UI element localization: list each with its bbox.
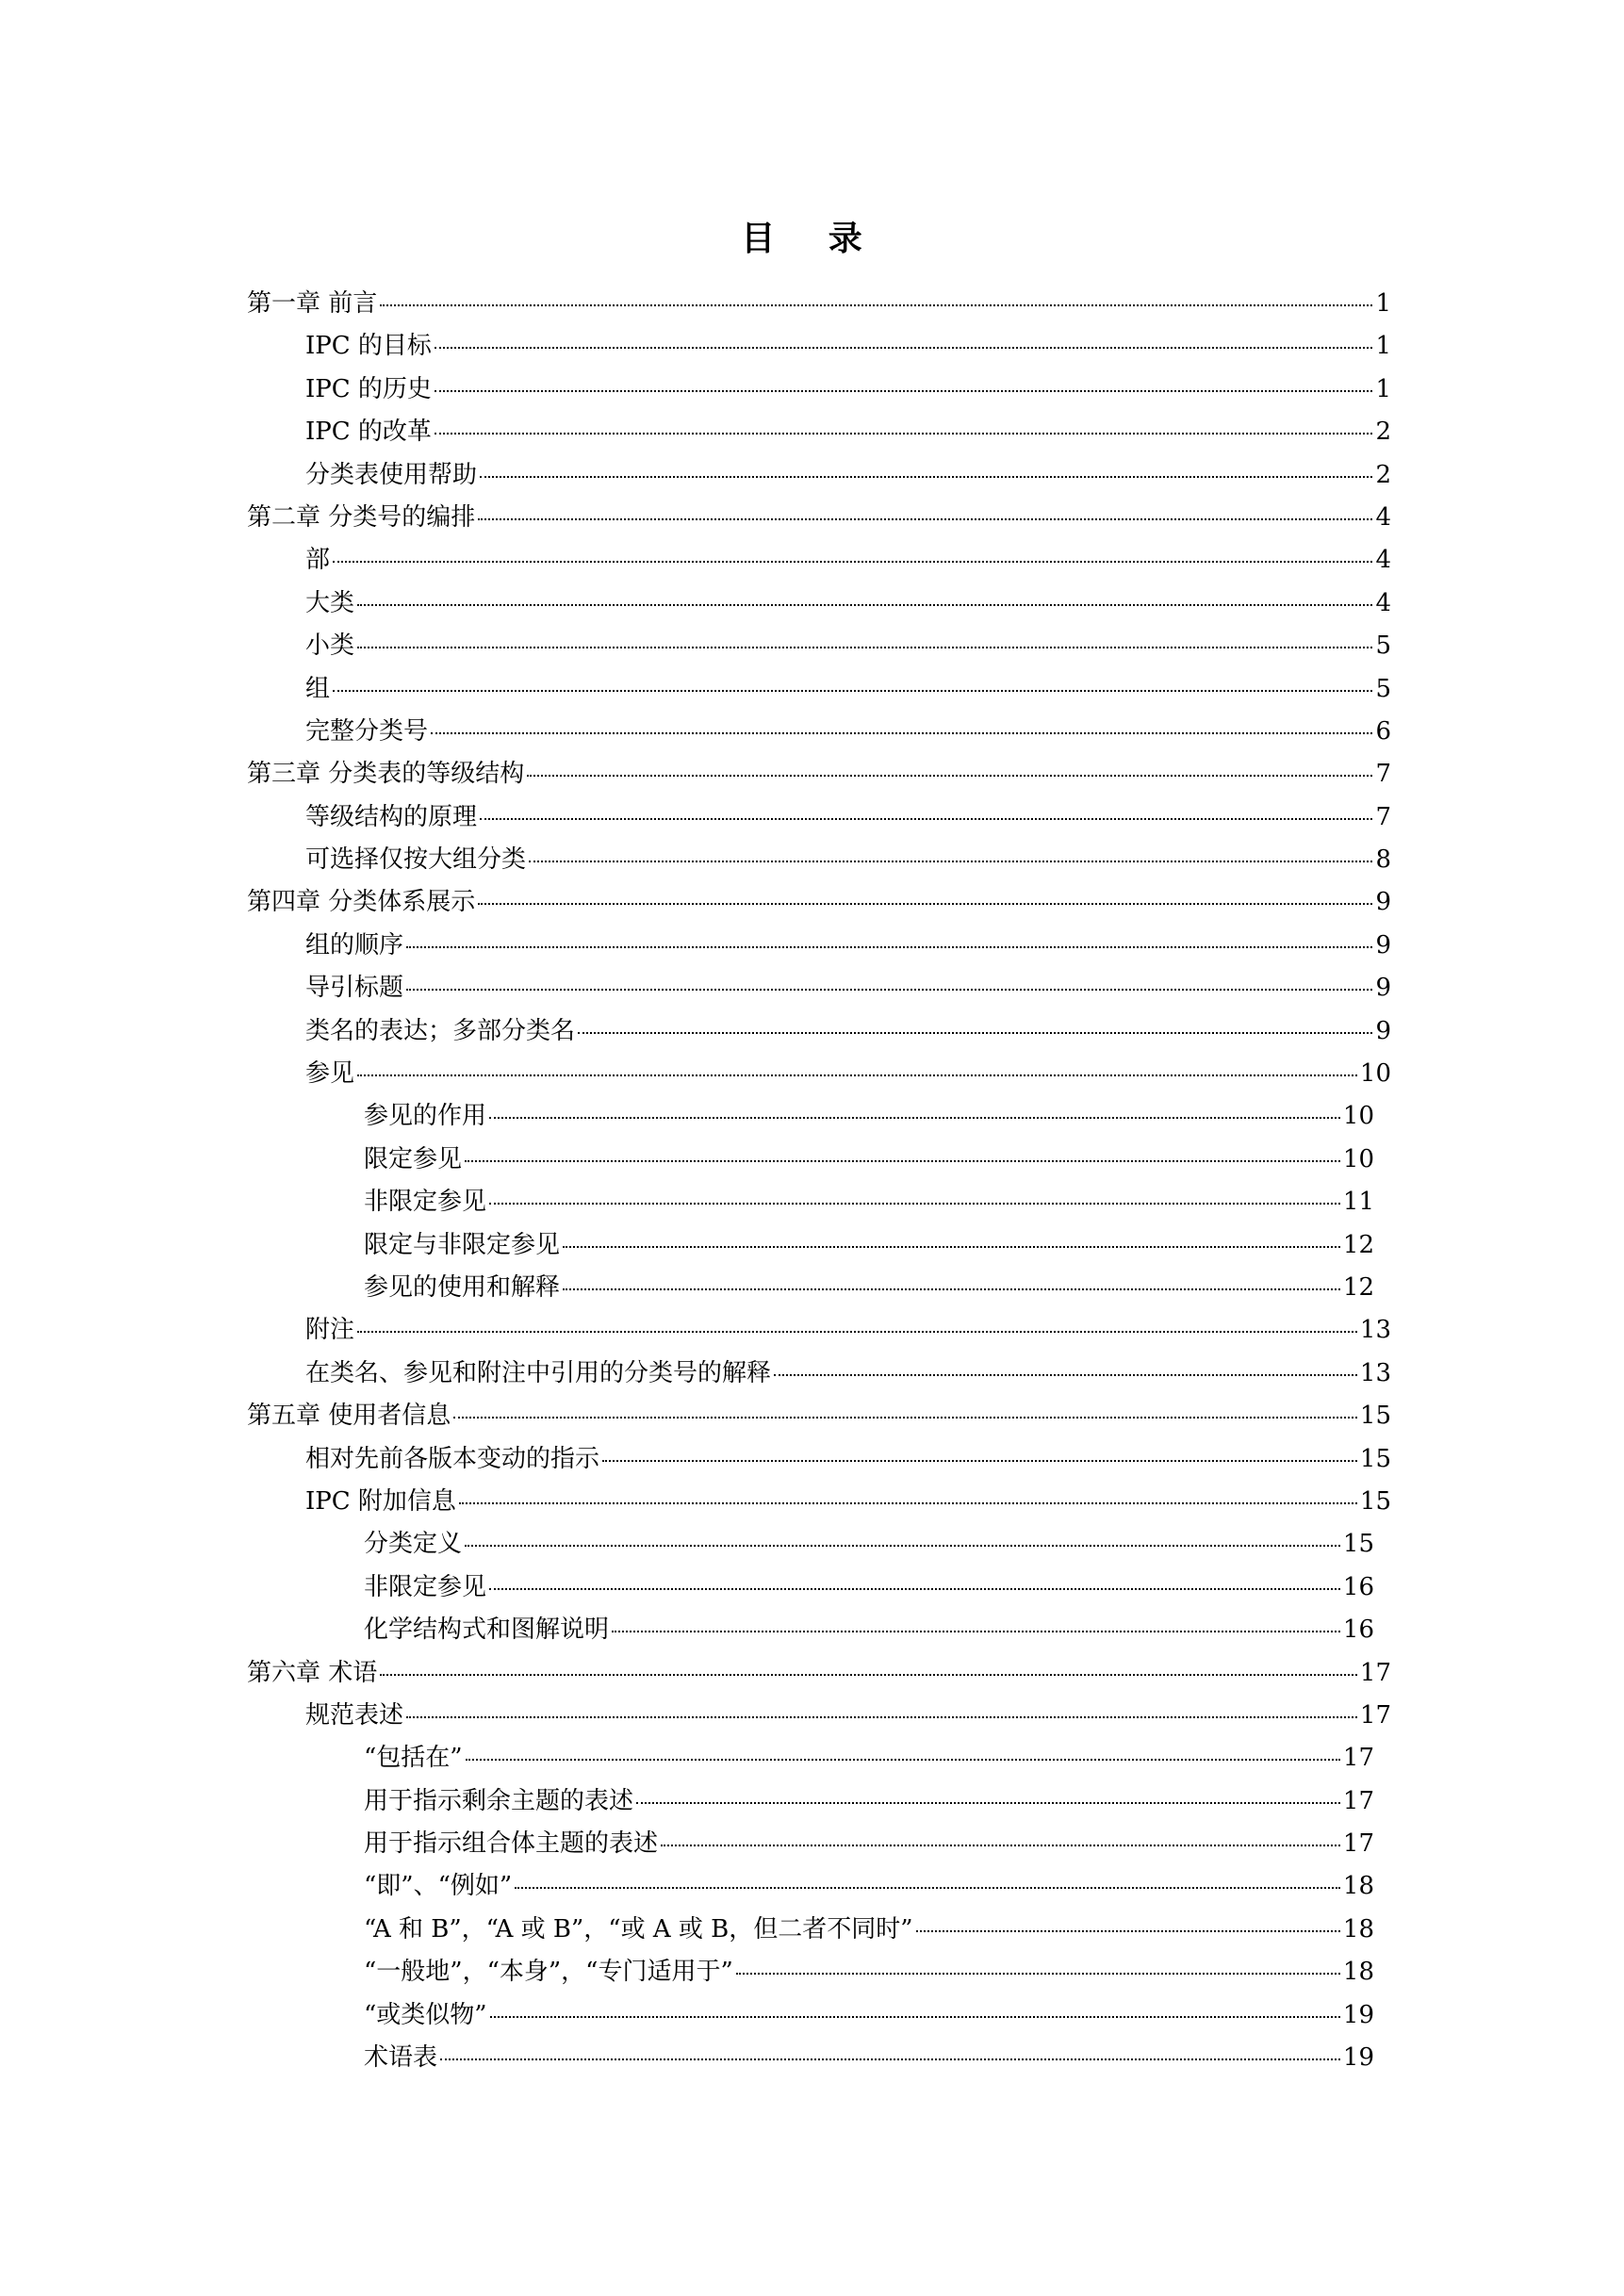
toc-subsection-entry[interactable] [247, 1095, 1391, 1138]
dot-leader [478, 903, 1372, 905]
toc-page-number: 9 [1375, 930, 1391, 959]
dot-leader [612, 1631, 1340, 1632]
toc-entry-label: 完整分类号 [305, 716, 429, 746]
toc-section-entry[interactable] [247, 369, 1391, 411]
toc-entry-label: 限定参见 [364, 1144, 463, 1173]
toc-section-entry[interactable] [247, 539, 1391, 582]
dot-leader [527, 775, 1372, 777]
dot-leader [465, 1545, 1340, 1547]
dot-leader [440, 2058, 1340, 2060]
toc-page-number: 1 [1375, 289, 1391, 318]
toc-section-entry[interactable] [247, 967, 1391, 1009]
toc-entry-label: 类名的表达；多部分类名 [305, 1016, 576, 1045]
dot-leader [489, 1117, 1340, 1119]
toc-page-number: 7 [1375, 760, 1391, 789]
toc-page-number: 16 [1342, 1615, 1374, 1645]
dot-leader [774, 1374, 1357, 1376]
toc-entry-label: “一般地”，“本身”，“专门适用于” [364, 1958, 733, 1987]
toc-page-number: 18 [1342, 1914, 1374, 1943]
toc-page-number: 4 [1375, 546, 1391, 575]
toc-section-entry[interactable] [247, 411, 1391, 453]
toc-section-entry[interactable] [247, 1438, 1391, 1481]
toc-subsection-entry[interactable] [247, 1909, 1391, 1951]
toc-entry-label: 等级结构的原理 [305, 802, 478, 831]
toc-page-number: 17 [1359, 1700, 1391, 1730]
toc-subsection-entry[interactable] [247, 1267, 1391, 1309]
toc-entry-label: IPC 的目标 [305, 332, 432, 361]
page-title: 目 录 [741, 220, 883, 259]
toc-entry-label: 术语表 [364, 2043, 438, 2073]
dot-leader [465, 1160, 1340, 1162]
toc-page-number: 12 [1342, 1272, 1374, 1302]
dot-leader [466, 1759, 1340, 1761]
toc-entry-label: 用于指示剩余主题的表述 [364, 1786, 634, 1815]
toc-subsection-entry[interactable] [247, 1523, 1391, 1566]
dot-leader [435, 433, 1373, 435]
dot-leader [578, 1032, 1372, 1034]
toc-section-entry[interactable] [247, 711, 1391, 753]
dot-leader [333, 690, 1372, 692]
toc-entry-label: “即”、“例如” [364, 1872, 513, 1901]
toc-entry-label: 第二章 分类号的编排 [247, 502, 476, 532]
toc-page-number: 18 [1342, 1872, 1374, 1901]
toc-chapter-entry[interactable] [247, 753, 1391, 795]
table-of-contents [247, 283, 1391, 2079]
dot-leader [736, 1973, 1340, 1975]
toc-entry-label: 非限定参见 [364, 1572, 487, 1601]
toc-entry-label: 参见的使用和解释 [364, 1272, 561, 1302]
toc-section-entry[interactable] [247, 325, 1391, 368]
toc-subsection-entry[interactable] [247, 1566, 1391, 1609]
dot-leader [602, 1460, 1357, 1462]
toc-page-number: 10 [1359, 1059, 1391, 1089]
toc-page-number: 13 [1359, 1358, 1391, 1387]
toc-page-number: 9 [1375, 888, 1391, 917]
toc-section-entry[interactable] [247, 625, 1391, 667]
toc-page-number: 1 [1375, 374, 1391, 403]
toc-page-number: 6 [1375, 716, 1391, 746]
toc-entry-label: 分类定义 [364, 1530, 463, 1559]
dot-leader [636, 1802, 1340, 1804]
dot-leader [480, 476, 1372, 478]
toc-entry-label: IPC 的改革 [305, 418, 432, 447]
dot-leader [406, 1716, 1357, 1718]
dot-leader [515, 1887, 1340, 1889]
toc-page-number: 12 [1342, 1230, 1374, 1259]
toc-page-number: 7 [1375, 802, 1391, 831]
toc-entry-label: 附注 [305, 1316, 355, 1345]
toc-page-number: 19 [1342, 2000, 1374, 2029]
dot-leader [453, 1417, 1357, 1419]
toc-page-number: 15 [1359, 1402, 1391, 1431]
toc-section-entry[interactable] [247, 839, 1391, 881]
toc-page-number: 18 [1342, 1958, 1374, 1987]
dot-leader [357, 647, 1372, 648]
toc-subsection-entry[interactable] [247, 1609, 1391, 1651]
toc-page-number: 17 [1342, 1744, 1374, 1773]
toc-entry-label: IPC 附加信息 [305, 1486, 456, 1516]
toc-page-number: 17 [1342, 1829, 1374, 1859]
toc-entry-label: 第三章 分类表的等级结构 [247, 760, 525, 789]
toc-section-entry[interactable] [247, 796, 1391, 839]
toc-entry-label: 可选择仅按大组分类 [305, 845, 527, 875]
toc-subsection-entry[interactable] [247, 1865, 1391, 1908]
toc-entry-label: 相对先前各版本变动的指示 [305, 1444, 600, 1473]
dot-leader [406, 989, 1372, 991]
toc-page-number: 5 [1375, 674, 1391, 703]
toc-page-number: 5 [1375, 631, 1391, 661]
toc-entry-label: 大类 [305, 588, 355, 617]
dot-leader [480, 818, 1372, 820]
toc-entry-label: “包括在” [364, 1744, 463, 1773]
toc-entry-label: 第六章 术语 [247, 1658, 378, 1687]
toc-section-entry[interactable] [247, 1309, 1391, 1352]
toc-section-entry[interactable] [247, 668, 1391, 711]
toc-subsection-entry[interactable] [247, 1994, 1391, 2037]
dot-leader [357, 1331, 1357, 1333]
toc-page-number: 19 [1342, 2043, 1374, 2073]
toc-subsection-entry[interactable] [247, 1951, 1391, 1993]
toc-subsection-entry[interactable] [247, 2037, 1391, 2079]
toc-entry-label: 组 [305, 674, 331, 703]
dot-leader [489, 1588, 1340, 1590]
toc-chapter-entry[interactable] [247, 497, 1391, 539]
dot-leader [435, 390, 1373, 392]
toc-entry-label: “A 和 B”，“A 或 B”，“或 A 或 B，但二者不同时” [364, 1914, 913, 1943]
dot-leader [563, 1246, 1340, 1248]
toc-entry-label: 用于指示组合体主题的表述 [364, 1829, 659, 1859]
toc-entry-label: 参见的作用 [364, 1102, 487, 1131]
toc-section-entry[interactable] [247, 1053, 1391, 1095]
dot-leader [916, 1930, 1340, 1932]
toc-page-number: 11 [1342, 1188, 1374, 1217]
toc-entry-label: 第一章 前言 [247, 289, 378, 318]
dot-leader [478, 518, 1372, 520]
toc-page-number: 16 [1342, 1572, 1374, 1601]
toc-entry-label: IPC 的历史 [305, 374, 432, 403]
dot-leader [380, 1674, 1357, 1676]
toc-page-number: 15 [1359, 1444, 1391, 1473]
toc-entry-label: “或类似物” [364, 2000, 487, 2029]
toc-entry-label: 组的顺序 [305, 930, 404, 959]
toc-subsection-entry[interactable] [247, 1139, 1391, 1181]
toc-section-entry[interactable] [247, 582, 1391, 625]
toc-section-entry[interactable] [247, 1481, 1391, 1523]
dot-leader [357, 604, 1372, 606]
toc-page-number: 8 [1375, 845, 1391, 875]
toc-section-entry[interactable] [247, 454, 1391, 497]
toc-entry-label: 分类表使用帮助 [305, 460, 478, 489]
dot-leader [529, 861, 1372, 862]
toc-page-number: 17 [1359, 1658, 1391, 1687]
toc-chapter-entry[interactable] [247, 881, 1391, 924]
toc-entry-label: 第五章 使用者信息 [247, 1402, 451, 1431]
toc-subsection-entry[interactable] [247, 1823, 1391, 1865]
toc-entry-label: 非限定参见 [364, 1188, 487, 1217]
dot-leader [489, 1203, 1340, 1205]
dot-leader [333, 561, 1372, 563]
toc-chapter-entry[interactable] [247, 283, 1391, 325]
toc-subsection-entry[interactable] [247, 1181, 1391, 1223]
dot-leader [435, 347, 1373, 349]
toc-entry-label: 小类 [305, 631, 355, 661]
dot-leader [661, 1845, 1340, 1846]
toc-page-number: 17 [1342, 1786, 1374, 1815]
toc-chapter-entry[interactable] [247, 1652, 1391, 1695]
toc-entry-label: 化学结构式和图解说明 [364, 1615, 610, 1645]
toc-section-entry[interactable] [247, 1010, 1391, 1053]
toc-entry-label: 部 [305, 546, 331, 575]
dot-leader [431, 732, 1372, 734]
toc-page-number: 1 [1375, 332, 1391, 361]
toc-section-entry[interactable] [247, 1353, 1391, 1395]
toc-subsection-entry[interactable] [247, 1224, 1391, 1267]
toc-page-number: 4 [1375, 502, 1391, 532]
toc-entry-label: 参见 [305, 1059, 355, 1089]
toc-section-entry[interactable] [247, 1695, 1391, 1737]
toc-subsection-entry[interactable] [247, 1737, 1391, 1779]
toc-page-number: 2 [1375, 460, 1391, 489]
toc-entry-label: 在类名、参见和附注中引用的分类号的解释 [305, 1358, 772, 1387]
toc-chapter-entry[interactable] [247, 1395, 1391, 1437]
dot-leader [563, 1288, 1340, 1290]
toc-page-number: 13 [1359, 1316, 1391, 1345]
toc-subsection-entry[interactable] [247, 1780, 1391, 1823]
toc-page-number: 10 [1342, 1144, 1374, 1173]
dot-leader [380, 304, 1372, 306]
toc-entry-label: 限定与非限定参见 [364, 1230, 561, 1259]
toc-page-number: 9 [1375, 974, 1391, 1003]
toc-entry-label: 规范表述 [305, 1700, 404, 1730]
dot-leader [406, 946, 1372, 948]
toc-page-number: 2 [1375, 418, 1391, 447]
toc-page-number: 4 [1375, 588, 1391, 617]
toc-page-number: 15 [1342, 1530, 1374, 1559]
dot-leader [459, 1502, 1357, 1504]
dot-leader [357, 1074, 1357, 1076]
toc-page-number: 10 [1342, 1102, 1374, 1131]
toc-entry-label: 第四章 分类体系展示 [247, 888, 476, 917]
dot-leader [490, 2016, 1340, 2018]
toc-page-number: 9 [1375, 1016, 1391, 1045]
toc-page-number: 15 [1359, 1486, 1391, 1516]
toc-section-entry[interactable] [247, 925, 1391, 967]
toc-entry-label: 导引标题 [305, 974, 404, 1003]
